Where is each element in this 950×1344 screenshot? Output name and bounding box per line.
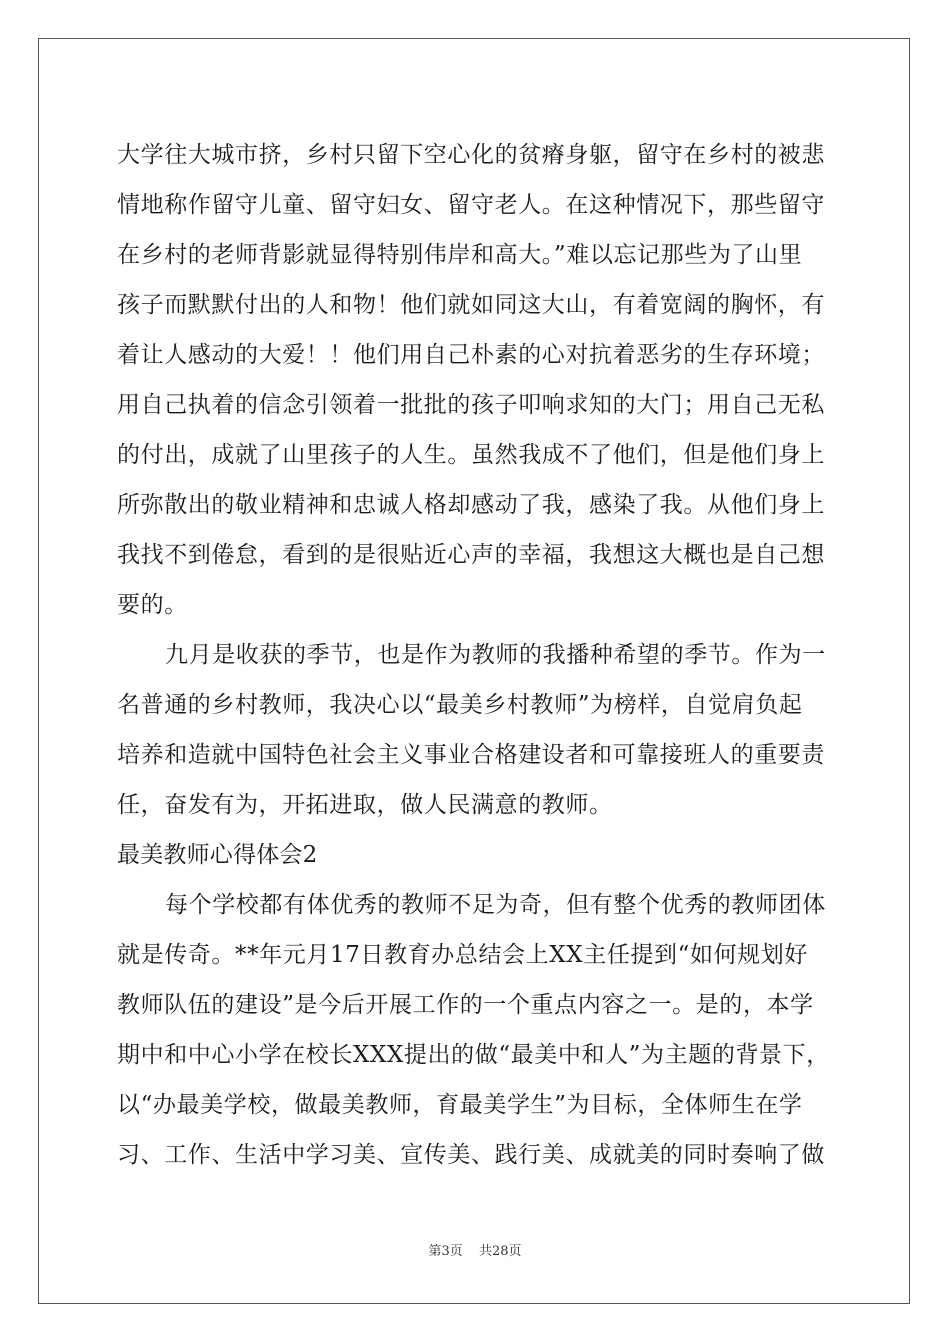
text-line: 以“办最美学校，做最美教师，育最美学生”为目标，全体师生在学 <box>117 1092 803 1118</box>
page-total: 共28页 <box>478 1244 522 1259</box>
text-line: 教师队伍的建设”是今后开展工作的一个重点内容之一。是的，本学 <box>117 992 814 1018</box>
text-line: 在乡村的老师背影就显得特别伟岸和高大。”难以忘记那些为了山里 <box>117 242 803 268</box>
page-number: 第3页 <box>428 1244 463 1259</box>
text-line: 情地称作留守儿童、留守妇女、留守老人。在这种情况下，那些留守 <box>117 192 825 218</box>
section-heading: 最美教师心得体会2 <box>117 842 318 868</box>
document-body <box>117 130 842 1180</box>
text-line: 所弥散出的敬业精神和忠诚人格却感动了我，感染了我。从他们身上 <box>117 492 825 518</box>
page-footer <box>0 1244 950 1260</box>
paragraph-first-line: 每个学校都有体优秀的教师不足为奇，但有整个优秀的教师团体 <box>165 892 826 918</box>
text-line: 培养和造就中国特色社会主义事业合格建设者和可靠接班人的重要责 <box>117 742 825 768</box>
text-line: 就是传奇。**年元月17日教育办总结会上XX主任提到“如何规划好 <box>117 942 808 968</box>
text-line: 名普通的乡村教师，我决心以“最美乡村教师”为榜样，自觉肩负起 <box>117 692 803 718</box>
paragraph-first-line: 九月是收获的季节，也是作为教师的我播种希望的季节。作为一 <box>165 642 826 668</box>
text-line: 要的。 <box>117 592 188 618</box>
text-line: 任，奋发有为，开拓进取，做人民满意的教师。 <box>117 792 613 818</box>
text-line: 孩子而默默付出的人和物！他们就如同这大山，有着宽阔的胸怀，有 <box>117 292 825 318</box>
text-line: 着让人感动的大爱！！他们用自己朴素的心对抗着恶劣的生存环境； <box>117 342 825 368</box>
text-line: 的付出，成就了山里孩子的人生。虽然我成不了他们，但是他们身上 <box>117 442 825 468</box>
text-line: 我找不到倦怠，看到的是很贴近心声的幸福，我想这大概也是自己想 <box>117 542 825 568</box>
text-line: 用自己执着的信念引领着一批批的孩子叩响求知的大门；用自己无私 <box>117 392 825 418</box>
text-line: 大学往大城市挤，乡村只留下空心化的贫瘠身躯，留守在乡村的被悲 <box>117 142 825 168</box>
text-line: 期中和中心小学在校长XXX提出的做“最美中和人”为主题的背景下， <box>117 1042 830 1068</box>
text-line: 习、工作、生活中学习美、宣传美、践行美、成就美的同时奏响了做 <box>117 1142 825 1168</box>
